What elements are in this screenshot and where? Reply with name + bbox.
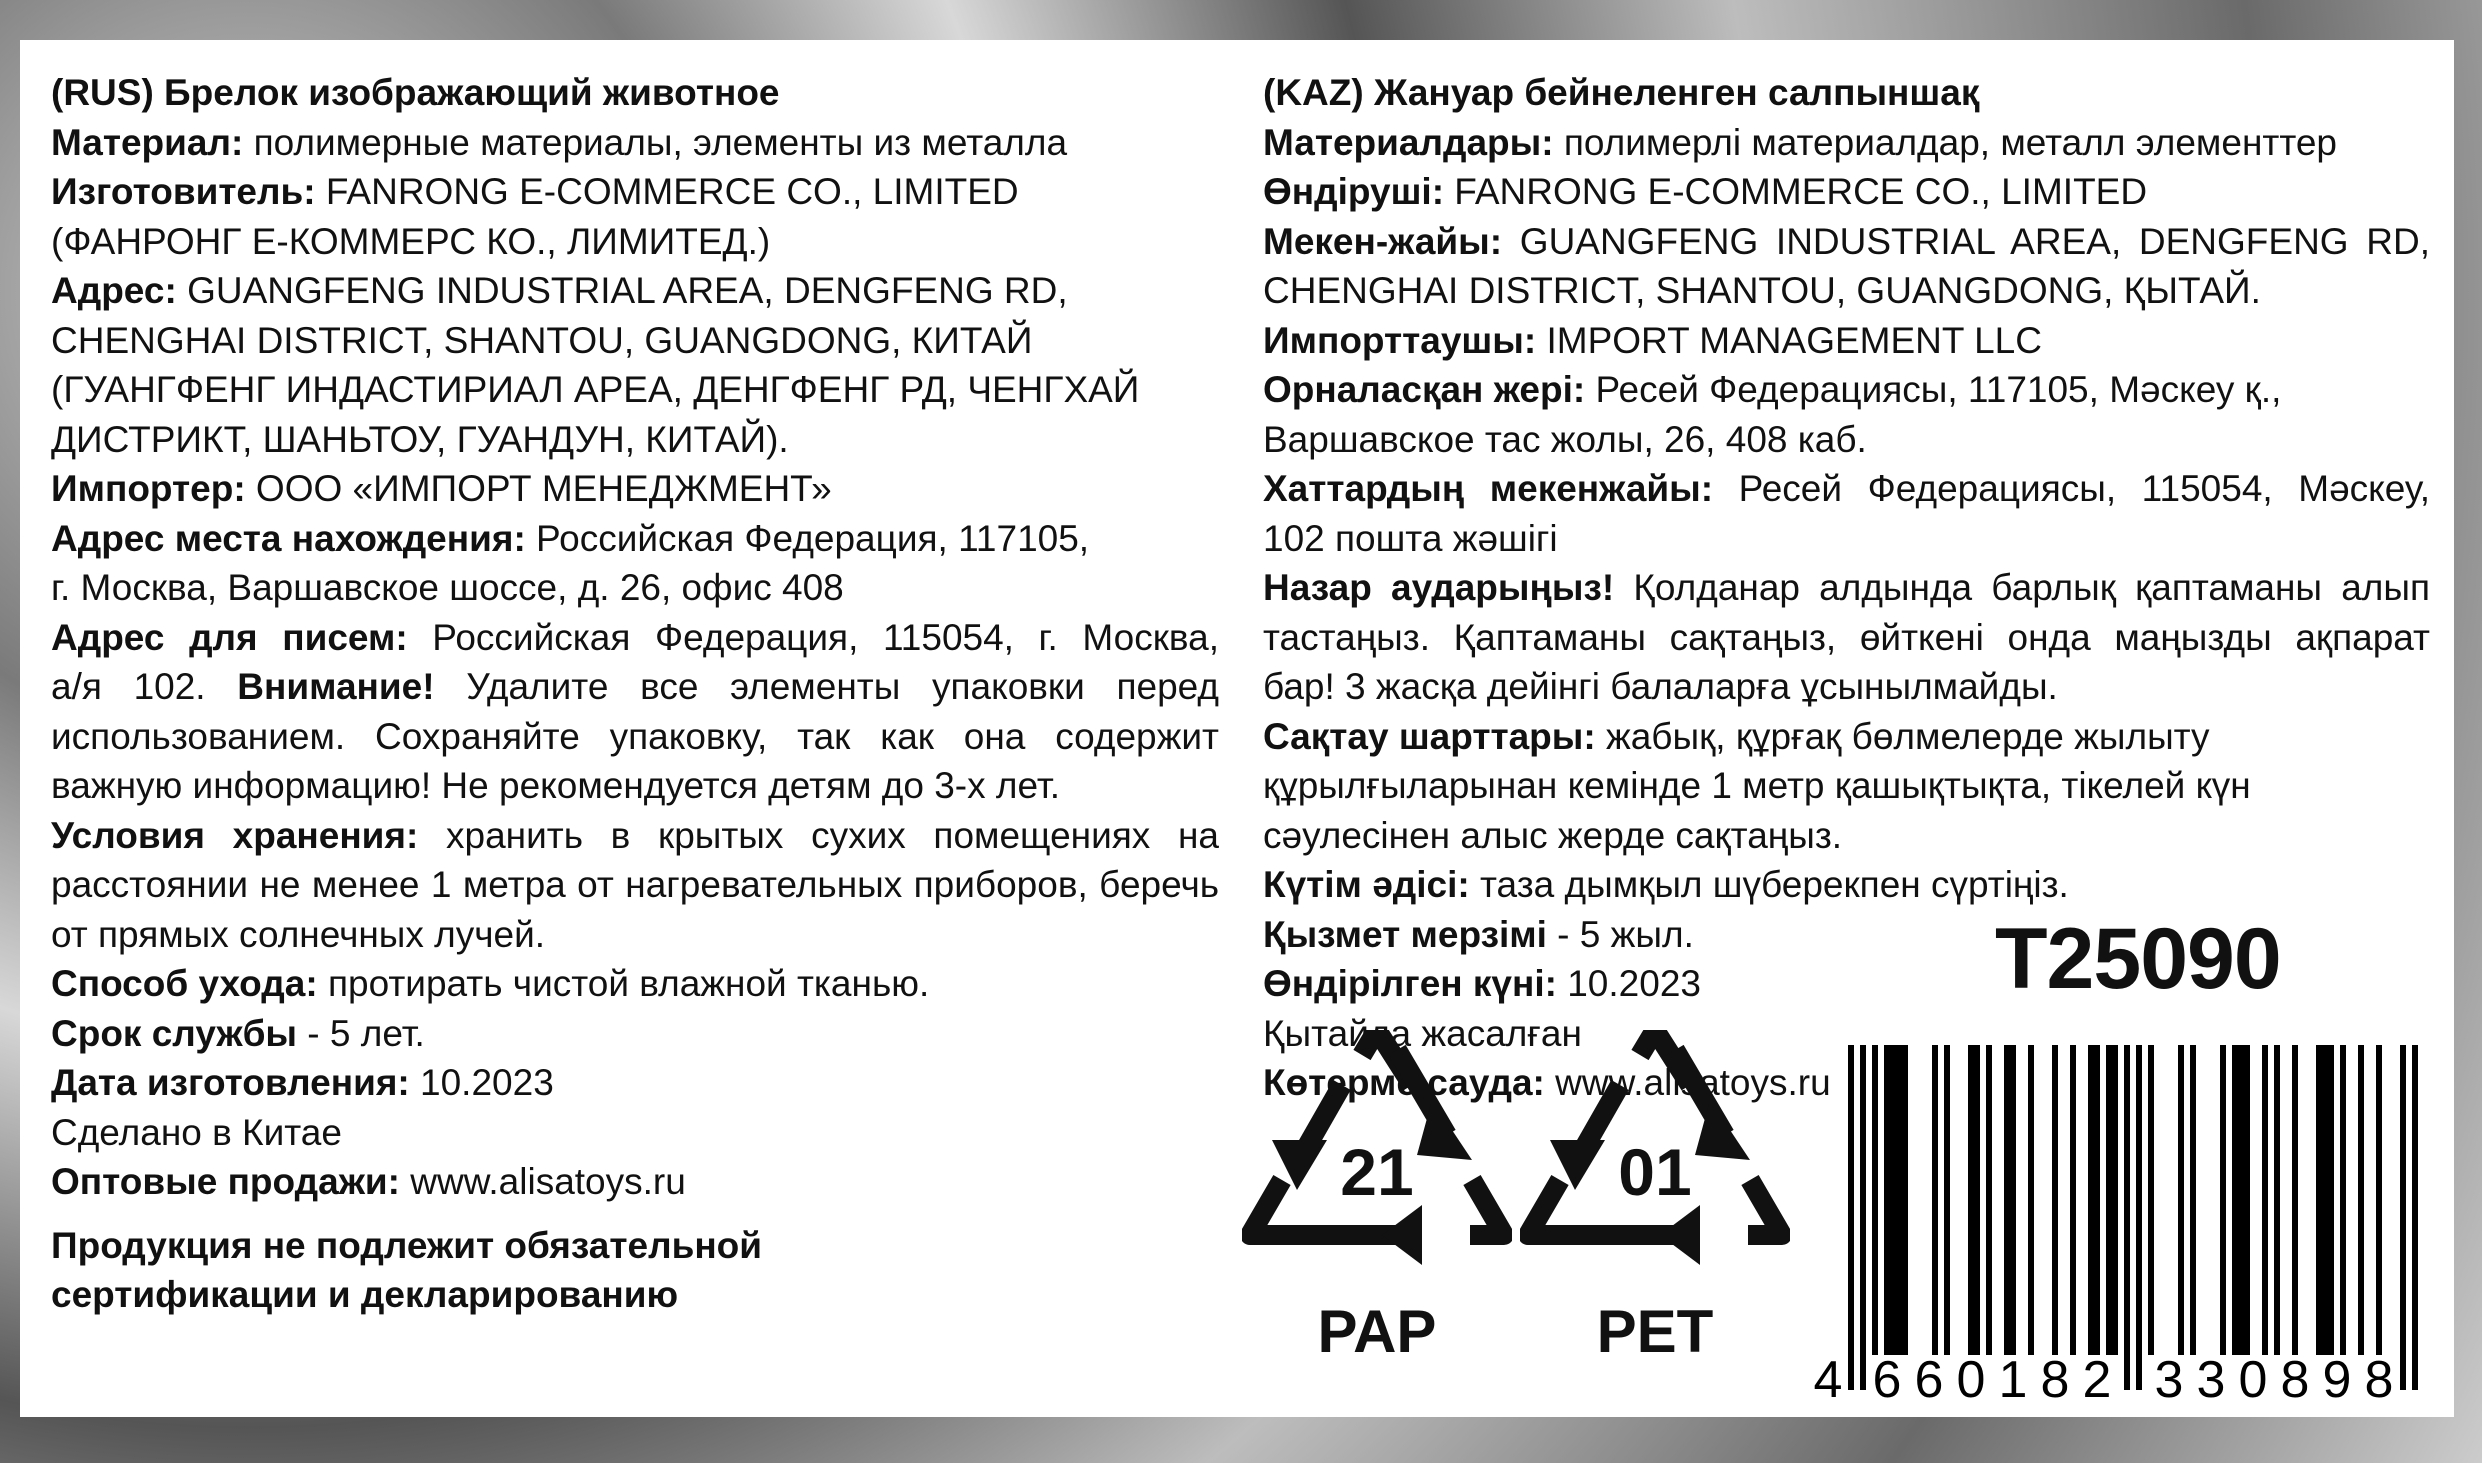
field-value: құрылғыларынан кемінде 1 метр қашықтықта, тікелей күн [1263, 765, 2251, 806]
label-line [51, 1157, 1219, 1207]
barcode-bar [2124, 1045, 2130, 1390]
article-code: T25090 [1995, 911, 2281, 1007]
field-label: Материал: [51, 121, 244, 163]
label-line [1263, 563, 2430, 613]
barcode-digit: 0 [2238, 1351, 2268, 1405]
field-value: (ГУАНГФЕНГ ИНДАСТИРИАЛ АРЕА, ДЕНГФЕНГ РД, ЧЕНГХАЙ [51, 369, 1140, 410]
field-label: Адрес: [51, 270, 177, 311]
label-line [51, 514, 1219, 564]
label-line [1263, 712, 2430, 762]
field-label: Хаттардың мекенжайы: [1263, 468, 1714, 509]
arrow-segment [1470, 1180, 1504, 1235]
field-value: Қолданар алдында барлық қаптаманы алып [1614, 567, 2430, 608]
label-line [51, 167, 1219, 217]
label-line [1263, 811, 2430, 861]
field-value: - 5 лет. [297, 1012, 425, 1054]
recycling-symbol-pap-icon [1242, 1030, 1512, 1360]
field-label: Орналасқан жері: [1263, 369, 1586, 410]
barcode-bar [2094, 1045, 2100, 1355]
label-line [1263, 217, 2430, 267]
label-line [1263, 860, 2430, 910]
barcode-digit: 8 [2364, 1351, 2394, 1405]
barcode-bar [2274, 1045, 2280, 1355]
barcode-bar [2136, 1045, 2142, 1390]
label-line [51, 959, 1219, 1009]
barcode-digit: 8 [2280, 1351, 2310, 1405]
label-line [51, 910, 1219, 960]
label-line [51, 464, 1219, 514]
field-value: Российская Федерация, 115054, г. Москва, [407, 616, 1219, 658]
label-line [51, 1108, 1219, 1158]
barcode-bar [2148, 1045, 2154, 1355]
field-label: Изготовитель: [51, 171, 316, 212]
field-value: - 5 жыл. [1546, 913, 1694, 955]
label-line [1263, 613, 2430, 663]
field-value: г. Москва, Варшавское шоссе, д. 26, офис 408 [51, 567, 844, 608]
resin-code: 01 [1618, 1135, 1692, 1209]
barcode-bar [1902, 1045, 1908, 1355]
field-value: GUANGFENG INDUSTRIAL AREA, DENGFENG RD, [176, 270, 1068, 311]
label-line [1263, 167, 2430, 217]
barcode-digit: 6 [1914, 1351, 1944, 1405]
barcode-bar [2316, 1045, 2322, 1355]
barcode-bar [1974, 1045, 1980, 1355]
barcode-bar [1896, 1045, 1902, 1355]
barcode-bar [2088, 1045, 2094, 1355]
field-value: IMPORT MANAGEMENT LLC [1536, 319, 2042, 361]
barcode-bar [1890, 1045, 1896, 1355]
field-label: Импорттаушы: [1263, 319, 1537, 361]
barcode-bar [2292, 1045, 2298, 1355]
field-value: www.alisatoys.ru [1544, 1062, 1831, 1103]
barcode-bar [1932, 1045, 1938, 1355]
barcode-bar [1872, 1045, 1878, 1355]
label-line [1263, 464, 2430, 514]
barcode-bar [2322, 1045, 2328, 1355]
label-line [51, 316, 1219, 366]
field-value: Ресей Федерациясы, 117105, Мәскеу қ., [1585, 369, 2282, 410]
barcode-bar [1986, 1045, 1992, 1355]
field-label: (KAZ) Жануар бейнеленген салпыншақ [1263, 72, 1980, 113]
label-line [1263, 68, 2430, 118]
barcode-digit: 0 [1956, 1351, 1986, 1405]
label-line [51, 1058, 1219, 1108]
field-value: www.alisatoys.ru [400, 1161, 686, 1202]
field-label: Оптовые продажи: [51, 1161, 400, 1202]
barcode-digit: 6 [1872, 1351, 1902, 1405]
barcode-bar [2376, 1045, 2382, 1355]
product-label [20, 40, 2454, 1417]
field-value: важную информацию! Не рекомендуется детям до 3-х лет. [51, 765, 1060, 806]
field-label: Күтім әдісі: [1263, 864, 1470, 905]
barcode-bar [2232, 1045, 2238, 1355]
label-line [1263, 266, 2430, 316]
field-label: Условия хранения: [51, 814, 419, 856]
field-label: Дата изготовления: [51, 1062, 410, 1103]
field-value: Қытайда жасалған [1263, 1012, 1582, 1054]
label-line [51, 1009, 1219, 1059]
barcode-bar [1944, 1045, 1950, 1355]
barcode-bar [2220, 1045, 2226, 1355]
field-label: Өндірілген күні: [1263, 963, 1557, 1004]
field-value: полимерные материалы, элементы из металла [243, 121, 1068, 163]
field-value: расстоянии не менее 1 метра от нагревательных приборов, беречь [51, 864, 1219, 905]
field-label: Қызмет мерзімі [1263, 913, 1547, 955]
field-value: тастаңыз. Қаптаманы сақтаңыз, өйткені онда маңызды ақпарат [1263, 616, 2430, 658]
label-line [51, 365, 1219, 415]
field-value: таза дымқыл шүберекпен сүртіңіз. [1469, 864, 2069, 905]
barcode-bar [2358, 1045, 2364, 1355]
barcode-bar [2340, 1045, 2346, 1355]
field-value: жабық, құрғақ бөлмелерде жылыту [1595, 715, 2210, 757]
field-label: Мекен-жайы: [1263, 220, 1503, 262]
label-line [51, 68, 1219, 118]
label-line [1263, 415, 2430, 465]
barcode-digit: 3 [2154, 1351, 2184, 1405]
label-line [51, 860, 1219, 910]
field-value: бар! 3 жасқа дейінгі балаларға ұсынылмайды. [1263, 666, 2058, 707]
field-value: ООО «ИМПОРТ МЕНЕДЖМЕНТ» [245, 468, 832, 509]
field-label: Срок службы [51, 1012, 298, 1054]
russian-section [51, 68, 1219, 1320]
field-value: ДИСТРИКТ, ШАНЬТОУ, ГУАНДУН, КИТАЙ). [51, 418, 789, 460]
barcode-bar [2028, 1045, 2034, 1355]
barcode-digit: 2 [2082, 1351, 2112, 1405]
field-label: Импортер: [51, 468, 246, 509]
certification-note: Продукция не подлежит обязательной [51, 1224, 763, 1266]
field-value: FANRONG E-COMMERCE CO., LIMITED [315, 171, 1019, 212]
field-label: Назар аударыңыз! [1263, 567, 1615, 608]
field-label: Сақтау шарттары: [1263, 715, 1596, 757]
material-label: PET [1596, 1298, 1714, 1360]
field-value: 10.2023 [409, 1062, 554, 1103]
field-value: GUANGFENG INDUSTRIAL AREA, DENGFENG RD, [1502, 220, 2430, 262]
field-value: CHENGHAI DISTRICT, SHANTOU, GUANGDONG, ҚЫТАЙ. [1263, 270, 2261, 311]
label-line [1263, 761, 2430, 811]
barcode-digit: 3 [2196, 1351, 2226, 1405]
barcode-bar [1860, 1045, 1866, 1390]
barcode-bar [2412, 1045, 2418, 1390]
field-label: Адрес для писем: [51, 616, 408, 658]
barcode-bar [1884, 1045, 1890, 1355]
barcode-bar [2238, 1045, 2244, 1355]
label-line [1263, 365, 2430, 415]
label-line [51, 662, 1219, 712]
barcode-digit: 4 [1813, 1351, 1843, 1405]
field-value: Удалите все элементы упаковки перед [434, 666, 1219, 707]
resin-code: 21 [1340, 1135, 1414, 1209]
field-label: Материалдары: [1263, 121, 1554, 163]
label-line [51, 811, 1219, 861]
arrow-segment [1748, 1180, 1782, 1235]
field-value: Варшавское тас жолы, 26, 408 каб. [1263, 418, 1867, 460]
label-line [1263, 316, 2430, 366]
label-line [51, 712, 1219, 762]
barcode-bar [1848, 1045, 1854, 1390]
barcode-bar [1968, 1045, 1974, 1355]
field-value: 102 пошта жәшігі [1263, 517, 1558, 559]
barcode-bar [2052, 1045, 2058, 1355]
field-label: Адрес места нахождения: [51, 517, 526, 559]
field-value: CHENGHAI DISTRICT, SHANTOU, GUANGDONG, КИТАЙ [51, 319, 1033, 361]
recycling-symbol-pet-icon [1520, 1030, 1790, 1360]
barcode-bar [2010, 1045, 2016, 1355]
barcode-bar [2112, 1045, 2118, 1355]
field-value: а/я 102. [51, 666, 238, 707]
field-label: Өндіруші: [1263, 171, 1445, 212]
label-line [1263, 662, 2430, 712]
barcode-bar [2328, 1045, 2334, 1355]
label-line [51, 217, 1219, 267]
barcode-bar [2106, 1045, 2112, 1355]
barcode-bar [2070, 1045, 2076, 1355]
field-label: Көтерме сауда: [1263, 1062, 1545, 1103]
field-value: протирать чистой влажной тканью. [317, 963, 930, 1004]
field-value: хранить в крытых сухих помещениях на [418, 814, 1219, 856]
label-line [51, 613, 1219, 663]
label-line [51, 761, 1219, 811]
field-value: (ФАНРОНГ Е-КОММЕРС КО., ЛИМИТЕД.) [51, 220, 771, 262]
label-line [51, 563, 1219, 613]
field-label: Внимание! [237, 666, 435, 707]
barcode-bar [2400, 1045, 2406, 1390]
label-line [1263, 118, 2430, 168]
field-value: полимерлі материалдар, металл элементтер [1553, 121, 2338, 163]
barcode-bar [2178, 1045, 2184, 1355]
label-line [51, 415, 1219, 465]
barcode-bar [2004, 1045, 2010, 1355]
material-label: PAP [1317, 1298, 1437, 1360]
barcode-bar [2244, 1045, 2250, 1355]
field-label: Способ ухода: [51, 963, 318, 1004]
field-value: FANRONG E-COMMERCE CO., LIMITED [1444, 171, 2148, 212]
field-value: Российская Федерация, 117105, [525, 517, 1090, 559]
barcode-bar [2262, 1045, 2268, 1355]
label-line [1263, 514, 2430, 564]
field-value: сәулесінен алыс жерде сақтаңыз. [1263, 814, 1843, 856]
barcode-bar [2190, 1045, 2196, 1355]
field-value: Сделано в Китае [51, 1111, 342, 1153]
barcode-digit: 9 [2322, 1351, 2352, 1405]
label-line [51, 266, 1219, 316]
field-value: 10.2023 [1556, 963, 1701, 1004]
barcode-digit: 8 [2040, 1351, 2070, 1405]
field-value: использованием. Сохраняйте упаковку, так как она содержит [51, 715, 1219, 757]
label-line [51, 118, 1219, 168]
field-label: (RUS) Брелок изображающий животное [51, 72, 780, 113]
field-value: от прямых солнечных лучей. [51, 913, 546, 955]
barcode-digit: 1 [1998, 1351, 2028, 1405]
certification-note: сертификации и декларированию [51, 1274, 679, 1315]
ean13-barcode [1810, 1005, 2450, 1405]
field-value: Ресей Федерациясы, 115054, Мәскеу, [1713, 468, 2430, 509]
